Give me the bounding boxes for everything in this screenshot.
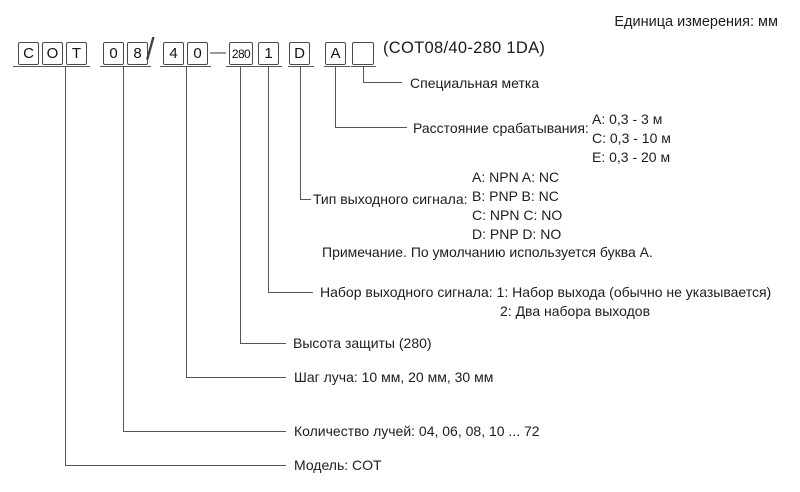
output-set-option-2: 2: Два набора выходов <box>500 303 651 319</box>
connector-beam-pitch-vertical <box>186 67 187 377</box>
code-box-sensing-distance: A <box>325 42 346 65</box>
sensing-distance-label: Расстояние срабатывания: <box>413 120 589 136</box>
slash-separator: / <box>146 31 155 66</box>
connector-output-type-horizontal <box>300 199 311 200</box>
code-box-special-mark <box>352 42 374 65</box>
underline-model <box>13 66 90 67</box>
connector-beam-count-horizontal <box>123 431 286 432</box>
connector-output-type-vertical <box>300 67 301 199</box>
sensing-distance-option: A: 0,3 - 3 м <box>592 111 663 127</box>
special-mark-label: Специальная метка <box>410 75 540 91</box>
connector-output-set-horizontal <box>268 292 313 293</box>
code-box-model-2: O <box>42 42 63 65</box>
code-box-output-type: D <box>289 42 310 65</box>
output-type-option: C: NPN C: NO <box>472 207 563 223</box>
underline-beam-count <box>100 66 151 67</box>
connector-special-mark-horizontal <box>363 82 402 83</box>
output-type-options <box>472 168 562 244</box>
code-box-beam-count-2: 8 <box>127 42 148 65</box>
connector-protection-height-vertical <box>240 67 241 343</box>
output-type-label: Тип выходного сигнала: <box>313 191 468 207</box>
sensing-distance-option: E: 0,3 - 20 м <box>592 149 671 165</box>
code-box-beam-count-1: 0 <box>103 42 124 65</box>
example-code: (COT08/40-280 1DA) <box>383 39 546 57</box>
output-type-option: B: PNP B: NC <box>472 188 559 204</box>
output-set-line <box>320 283 771 301</box>
connector-beam-pitch-horizontal <box>186 377 286 378</box>
code-box-model-3: T <box>66 42 87 65</box>
connector-special-mark-vertical <box>363 67 364 82</box>
dash-separator: — <box>210 44 226 61</box>
connector-model-horizontal <box>65 465 286 466</box>
output-type-note: Примечание. По умолчанию используется буква A. <box>322 244 653 260</box>
output-set-label: Набор выходного сигнала: <box>320 284 493 300</box>
code-box-model-1: C <box>18 42 39 65</box>
connector-sensing-distance-vertical <box>335 67 336 127</box>
connector-output-set-vertical <box>268 67 269 292</box>
output-type-option: A: NPN A: NC <box>472 169 560 185</box>
sensing-distance-options <box>592 110 671 167</box>
unit-of-measure-note: Единица измерения: мм <box>614 14 778 30</box>
model-label: Модель: COT <box>294 457 382 473</box>
protection-height-label: Высота защиты (280) <box>293 335 432 351</box>
output-type-option: D: PNP D: NO <box>472 226 562 242</box>
code-box-beam-pitch-1: 4 <box>163 42 184 65</box>
code-box-beam-pitch-2: 0 <box>187 42 208 65</box>
output-set-option: 1: Набор выхода (обычно не указывается) <box>496 284 772 300</box>
beam-pitch-label: Шаг луча: 10 мм, 20 мм, 30 мм <box>294 369 494 385</box>
code-box-protection-height: 280 <box>229 42 253 65</box>
sensing-distance-option: C: 0,3 - 10 м <box>592 130 671 146</box>
beam-count-label: Количество лучей: 04, 06, 08, 10 ... 72 <box>294 423 540 439</box>
connector-model-vertical <box>65 67 66 465</box>
code-box-output-set: 1 <box>258 42 279 65</box>
connector-protection-height-horizontal <box>240 343 286 344</box>
underline-sensing-distance <box>324 66 350 67</box>
connector-beam-count-vertical <box>123 67 124 431</box>
connector-sensing-distance-horizontal <box>335 127 407 128</box>
